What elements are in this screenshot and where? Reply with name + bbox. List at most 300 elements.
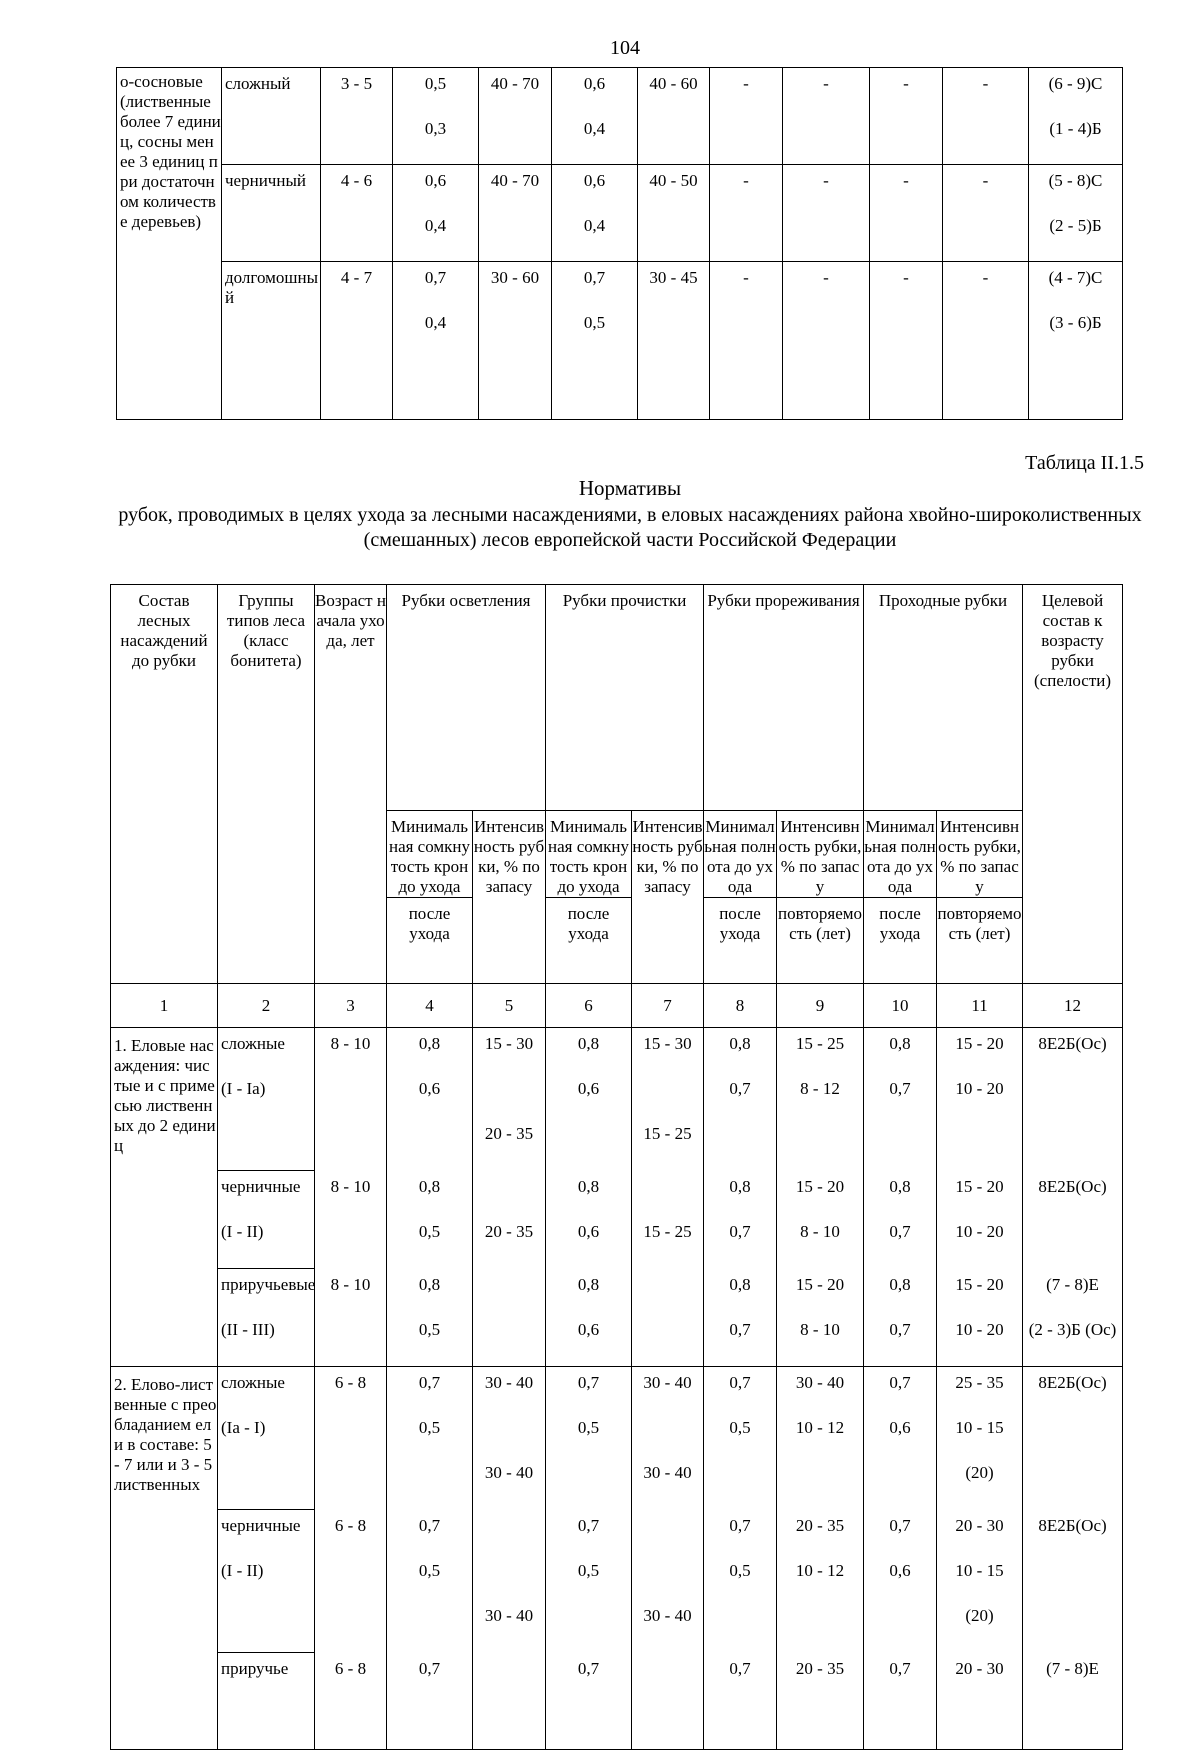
cell-line: [777, 1463, 863, 1508]
cell-line: 8Е2Б(Ос): [1038, 1176, 1107, 1196]
cell-line: [704, 1606, 776, 1651]
cell-line: [1023, 1124, 1122, 1169]
cell-line: 10 - 15: [955, 1560, 1004, 1580]
cell-line: 0,6: [583, 171, 606, 190]
intensity-cell: 40 - 70: [479, 165, 552, 262]
cell-line: (II - III): [221, 1320, 275, 1339]
cell-line: [473, 1516, 545, 1561]
cell-line: 0,5: [577, 1560, 600, 1580]
cell-line: 0,4: [583, 119, 606, 138]
cell-line: 0,5: [577, 1418, 600, 1437]
cell-line: 0,8: [418, 1034, 441, 1053]
cell-line: 0,7: [418, 1373, 441, 1392]
cell-line: 0,7: [729, 1658, 751, 1678]
cell-line: 15 - 20: [955, 1176, 1004, 1196]
cell-line: приручьевые: [221, 1275, 316, 1294]
dash-cell: -: [710, 262, 783, 420]
cell-line: 0,4: [583, 216, 606, 235]
cell-line: 8 - 10: [800, 1221, 840, 1241]
fullness-cell: [704, 1367, 777, 1510]
cell-line: (3 - 6)Б: [1049, 313, 1102, 332]
cell-line: [632, 1561, 703, 1606]
header-intensity: Интенсивность рубки, % по запасу: [632, 811, 704, 984]
target-cell: [1023, 1367, 1123, 1510]
fullness-cell: [864, 1510, 937, 1653]
fullness-cell: [704, 1171, 777, 1269]
cell-line: 0,8: [729, 1176, 751, 1196]
cell-line: [632, 1177, 703, 1222]
density-cell: [552, 262, 638, 420]
intensity-cell: [937, 1171, 1023, 1269]
cell-line: 0,7: [729, 1373, 751, 1392]
age-cell: 4 - 7: [321, 262, 393, 420]
cell-line: [1023, 1418, 1122, 1463]
cell-line: 0,6: [577, 1079, 600, 1098]
density-cell: [387, 1367, 473, 1510]
column-number: 12: [1023, 984, 1123, 1028]
cell-line: 15 - 30: [643, 1034, 692, 1053]
intensity-cell: 30 - 60: [479, 262, 552, 420]
intensity-cell: [777, 1367, 864, 1510]
header-osvetlenie: Рубки осветления: [387, 585, 546, 811]
table-label: Таблица II.1.5: [1025, 452, 1144, 474]
forest-type-cell: сложный: [222, 68, 321, 165]
age-cell: 8 - 10: [315, 1028, 387, 1171]
fullness-cell: [864, 1171, 937, 1269]
intensity-cell: [937, 1367, 1023, 1510]
header-start-age: Возраст начала ухода, лет: [315, 585, 387, 984]
dash-cell: -: [710, 165, 783, 262]
cell-line: 0,6: [577, 1319, 600, 1339]
intensity-cell: [473, 1367, 546, 1510]
cell-line: [777, 1124, 863, 1169]
dash-cell: -: [710, 68, 783, 165]
table-row: [111, 1510, 1123, 1653]
dash-cell: -: [783, 165, 870, 262]
cell-line: [221, 1704, 314, 1749]
header-intensity: Интенсивность рубки, % по запасу: [937, 811, 1023, 898]
fullness-cell: [704, 1510, 777, 1653]
header-min-fullness: Минимальная полнота до ухода: [864, 811, 937, 898]
column-number: 4: [387, 984, 473, 1028]
density-cell: [552, 165, 638, 262]
cell-line: 20 - 35: [484, 1221, 534, 1241]
target-cell: [1023, 1653, 1123, 1750]
column-number: 2: [218, 984, 315, 1028]
cell-line: черничные: [221, 1177, 301, 1196]
column-number: 9: [777, 984, 864, 1028]
cell-line: [632, 1659, 703, 1704]
dash-cell: -: [783, 68, 870, 165]
cell-line: [473, 1418, 545, 1463]
cell-line: [937, 1124, 1022, 1169]
continuation-table: [116, 67, 1123, 420]
cell-line: 0,5: [424, 74, 447, 93]
cell-line: 20 - 35: [484, 1124, 534, 1143]
density-cell: [546, 1510, 632, 1653]
header-composition: Состав лесных насаждений до рубки: [111, 585, 218, 984]
cell-line: 15 - 25: [643, 1124, 692, 1143]
cell-line: [387, 1124, 472, 1169]
density-cell: [387, 1028, 473, 1171]
header-after-care: после ухода: [387, 898, 473, 984]
cell-line: [632, 1079, 703, 1124]
forest-type-cell: [218, 1510, 315, 1653]
column-number: 6: [546, 984, 632, 1028]
cell-line: 15 - 25: [643, 1221, 692, 1241]
table-row: [117, 68, 1123, 165]
cell-line: 8 - 12: [800, 1079, 840, 1098]
forest-type-cell: [218, 1028, 315, 1171]
dash-cell: -: [943, 262, 1029, 420]
cell-line: [632, 1320, 703, 1365]
intensity-cell: [632, 1028, 704, 1171]
density-cell: [393, 165, 479, 262]
target-cell: [1023, 1171, 1123, 1269]
intensity-cell: [937, 1269, 1023, 1367]
intensity-cell: [777, 1510, 864, 1653]
dash-cell: -: [943, 68, 1029, 165]
cell-line: 0,7: [577, 1658, 600, 1678]
cell-line: 0,5: [729, 1560, 751, 1580]
intensity-cell: 40 - 50: [638, 165, 710, 262]
header-after-care: после ухода: [704, 898, 777, 984]
cell-line: 15 - 25: [795, 1034, 845, 1053]
cell-line: [632, 1275, 703, 1320]
table-row: [111, 1269, 1123, 1367]
cell-line: 20 - 30: [955, 1515, 1004, 1535]
composition-cell: о-сосновые (лиственные более 7 единиц, сосны менее 3 единиц при достаточном количестве деревьев): [117, 68, 222, 420]
intensity-cell: [473, 1171, 546, 1269]
intensity-cell: [777, 1653, 864, 1750]
cell-line: 10 - 15: [955, 1418, 1004, 1437]
intensity-cell: [632, 1653, 704, 1750]
composition-cell: 2. Елово-лиственные с преобладанием ели в составе: 5 - 7 или и 3 - 5 лиственных: [111, 1367, 218, 1750]
cell-line: 0,5: [583, 313, 606, 332]
cell-line: 0,7: [889, 1658, 911, 1678]
cell-line: 0,7: [729, 1319, 751, 1339]
fullness-cell: [704, 1653, 777, 1750]
cell-line: 0,7: [577, 1515, 600, 1535]
cell-line: (2 - 3)Б (Ос): [1028, 1319, 1117, 1339]
intensity-cell: [473, 1653, 546, 1750]
header-prochistka: Рубки прочистки: [546, 585, 704, 811]
density-cell: [387, 1171, 473, 1269]
intensity-cell: [937, 1028, 1023, 1171]
target-cell: [1023, 1028, 1123, 1171]
cell-line: [387, 1606, 472, 1651]
density-cell: [387, 1653, 473, 1750]
cell-line: 15 - 30: [484, 1034, 534, 1053]
main-table: [110, 584, 1123, 1750]
density-cell: [387, 1269, 473, 1367]
intensity-cell: [473, 1510, 546, 1653]
cell-line: (I - II): [221, 1561, 264, 1580]
density-cell: [393, 262, 479, 420]
density-cell: [546, 1269, 632, 1367]
fullness-cell: [864, 1653, 937, 1750]
column-number: 11: [937, 984, 1023, 1028]
header-prohodnye: Проходные рубки: [864, 585, 1023, 811]
cell-line: 0,7: [418, 1515, 441, 1535]
density-cell: [546, 1367, 632, 1510]
cell-line: 0,7: [889, 1221, 911, 1241]
cell-line: 8Е2Б(Ос): [1038, 1373, 1107, 1392]
cell-line: 0,7: [889, 1319, 911, 1339]
cell-line: (I - II): [221, 1222, 264, 1241]
cell-line: 0,8: [577, 1176, 600, 1196]
cell-line: 20 - 35: [795, 1658, 845, 1678]
age-cell: 6 - 8: [315, 1367, 387, 1510]
fullness-cell: [864, 1367, 937, 1510]
cell-line: (1 - 4)Б: [1049, 119, 1102, 138]
density-cell: [393, 68, 479, 165]
intensity-cell: [937, 1653, 1023, 1750]
fullness-cell: [704, 1028, 777, 1171]
cell-line: 0,8: [889, 1034, 911, 1053]
cell-line: 0,7: [583, 268, 606, 287]
cell-line: [546, 1463, 631, 1508]
cell-line: (4 - 7)С: [1048, 268, 1103, 287]
cell-line: [473, 1079, 545, 1124]
table-row: [111, 1171, 1123, 1269]
forest-type-cell: [218, 1653, 315, 1750]
fullness-cell: [864, 1028, 937, 1171]
page-number: 104: [610, 37, 640, 59]
cell-line: (6 - 9)С: [1048, 74, 1103, 93]
table-row: [117, 165, 1123, 262]
cell-line: 0,6: [889, 1560, 911, 1580]
header-repeat: повторяемость (лет): [937, 898, 1023, 984]
intensity-cell: [632, 1367, 704, 1510]
table-row: [111, 1028, 1123, 1171]
cell-line: 0,5: [729, 1418, 751, 1437]
cell-line: [704, 1124, 776, 1169]
header-prorezhivanie: Рубки прореживания: [704, 585, 864, 811]
cell-line: 30 - 40: [484, 1463, 534, 1482]
dash-cell: -: [870, 165, 943, 262]
cell-line: 10 - 12: [795, 1560, 845, 1580]
cell-line: (5 - 8)С: [1048, 171, 1103, 190]
cell-line: 0,8: [418, 1176, 441, 1196]
composition-cell: 1. Еловые насаждения: чистые и с примесью лиственных до 2 единиц: [111, 1028, 218, 1367]
cell-line: (2 - 5)Б: [1049, 216, 1102, 235]
cell-line: 0,6: [424, 171, 447, 190]
cell-line: 15 - 20: [955, 1034, 1004, 1053]
target-cell: [1029, 165, 1123, 262]
age-cell: 8 - 10: [315, 1269, 387, 1367]
fullness-cell: [704, 1269, 777, 1367]
cell-line: [473, 1320, 545, 1365]
intensity-cell: [777, 1171, 864, 1269]
cell-line: (20): [965, 1463, 994, 1482]
cell-line: 30 - 40: [484, 1373, 534, 1392]
dash-cell: -: [943, 165, 1029, 262]
header-after-care: после ухода: [864, 898, 937, 984]
header-intensity: Интенсивность рубки, % по запасу: [777, 811, 864, 898]
table-subtitle: рубок, проводимых в целях ухода за лесными насаждениями, в еловых насаждениях района хвойно-широколиственных (смешанных) лесов европейской части Российской Федерации: [118, 504, 1142, 551]
cell-line: [1023, 1561, 1122, 1606]
intensity-cell: [632, 1269, 704, 1367]
cell-line: сложные: [221, 1034, 285, 1053]
fullness-cell: [864, 1269, 937, 1367]
intensity-cell: 40 - 70: [479, 68, 552, 165]
cell-line: 0,8: [577, 1274, 600, 1294]
age-cell: 8 - 10: [315, 1171, 387, 1269]
cell-line: [777, 1606, 863, 1651]
header-min-fullness: Минимальная полнота до ухода: [704, 811, 777, 898]
intensity-cell: [937, 1510, 1023, 1653]
header-forest-types: Группы типов леса (класс бонитета): [218, 585, 315, 984]
intensity-cell: [632, 1171, 704, 1269]
cell-line: 0,5: [418, 1221, 441, 1241]
column-number: 1: [111, 984, 218, 1028]
column-number-row: [111, 984, 1123, 1028]
intensity-cell: [473, 1028, 546, 1171]
cell-line: [387, 1463, 472, 1508]
cell-line: 0,6: [583, 74, 606, 93]
cell-line: 0,8: [889, 1274, 911, 1294]
cell-line: [473, 1561, 545, 1606]
column-number: 3: [315, 984, 387, 1028]
forest-type-cell: [218, 1269, 315, 1367]
cell-line: 0,3: [424, 119, 447, 138]
cell-line: [864, 1606, 936, 1651]
age-cell: 3 - 5: [321, 68, 393, 165]
density-cell: [546, 1653, 632, 1750]
cell-line: 8Е2Б(Ос): [1038, 1034, 1107, 1053]
target-cell: [1023, 1269, 1123, 1367]
cell-line: 10 - 12: [795, 1418, 845, 1437]
header-target-composition: Целевой состав к возрасту рубки (спелости): [1023, 585, 1123, 984]
cell-line: 0,8: [577, 1034, 600, 1053]
cell-line: 8 - 10: [800, 1319, 840, 1339]
forest-type-cell: [218, 1367, 315, 1510]
table-row: [117, 262, 1123, 420]
intensity-cell: 30 - 45: [638, 262, 710, 420]
target-cell: [1029, 68, 1123, 165]
cell-line: 8Е2Б(Ос): [1038, 1515, 1107, 1535]
dash-cell: -: [783, 262, 870, 420]
column-number: 5: [473, 984, 546, 1028]
dash-cell: -: [870, 68, 943, 165]
cell-line: [632, 1418, 703, 1463]
cell-line: (7 - 8)Е: [1046, 1274, 1099, 1294]
intensity-cell: [473, 1269, 546, 1367]
cell-line: (Ia - I): [221, 1418, 266, 1437]
cell-line: 0,6: [889, 1418, 911, 1437]
density-cell: [552, 68, 638, 165]
density-cell: [546, 1171, 632, 1269]
cell-line: 10 - 20: [955, 1319, 1004, 1339]
cell-line: 10 - 20: [955, 1079, 1004, 1098]
column-number: 7: [632, 984, 704, 1028]
forest-type-cell: [218, 1171, 315, 1269]
cell-line: 15 - 20: [795, 1176, 845, 1196]
cell-line: [1023, 1079, 1122, 1124]
cell-line: 0,4: [424, 216, 447, 235]
intensity-cell: 40 - 60: [638, 68, 710, 165]
intensity-cell: [777, 1269, 864, 1367]
cell-line: [546, 1124, 631, 1169]
cell-line: 20 - 30: [955, 1658, 1004, 1678]
cell-line: 0,7: [424, 268, 447, 287]
cell-line: 0,8: [418, 1274, 441, 1294]
cell-line: сложные: [221, 1373, 285, 1392]
column-number: 8: [704, 984, 777, 1028]
header-intensity: Интенсивность рубки, % по запасу: [473, 811, 546, 984]
cell-line: 30 - 40: [643, 1373, 692, 1392]
cell-line: 30 - 40: [795, 1373, 845, 1392]
forest-type-cell: долгомошный: [222, 262, 321, 420]
cell-line: 30 - 40: [643, 1463, 692, 1482]
cell-line: 25 - 35: [955, 1373, 1004, 1392]
intensity-cell: [777, 1028, 864, 1171]
age-cell: 6 - 8: [315, 1510, 387, 1653]
target-cell: [1023, 1510, 1123, 1653]
cell-line: [473, 1177, 545, 1222]
density-cell: [546, 1028, 632, 1171]
cell-line: 0,5: [418, 1560, 441, 1580]
forest-type-cell: черничный: [222, 165, 321, 262]
cell-line: 0,5: [418, 1418, 441, 1437]
cell-line: [546, 1606, 631, 1651]
cell-line: [704, 1463, 776, 1508]
header-min-density: Минимальная сомкнутость крон до ухода: [546, 811, 632, 898]
cell-line: (I - Ia): [221, 1079, 266, 1098]
cell-line: 0,6: [418, 1079, 441, 1098]
density-cell: [387, 1510, 473, 1653]
cell-line: 0,8: [889, 1176, 911, 1196]
table-title: Нормативы: [578, 476, 682, 500]
cell-line: 30 - 40: [484, 1605, 534, 1625]
intensity-cell: [632, 1510, 704, 1653]
column-number: 10: [864, 984, 937, 1028]
cell-line: 15 - 20: [955, 1274, 1004, 1294]
cell-line: [864, 1124, 936, 1169]
cell-line: 0,7: [729, 1515, 751, 1535]
cell-line: [1023, 1463, 1122, 1508]
cell-line: [1023, 1606, 1122, 1651]
cell-line: 10 - 20: [955, 1221, 1004, 1241]
cell-line: 0,4: [424, 313, 447, 332]
header-after-care: после ухода: [546, 898, 632, 984]
cell-line: 0,7: [729, 1221, 751, 1241]
table-row: [111, 1653, 1123, 1750]
cell-line: 0,8: [729, 1274, 751, 1294]
cell-line: приручье: [221, 1659, 289, 1678]
header-repeat: повторяемость (лет): [777, 898, 864, 984]
cell-line: 0,7: [889, 1373, 911, 1392]
age-cell: 4 - 6: [321, 165, 393, 262]
cell-line: 0,7: [889, 1515, 911, 1535]
cell-line: [632, 1516, 703, 1561]
cell-line: 20 - 35: [795, 1515, 845, 1535]
cell-line: 0,6: [577, 1221, 600, 1241]
cell-line: черничные: [221, 1516, 301, 1535]
age-cell: 6 - 8: [315, 1653, 387, 1750]
header-min-density: Минимальная сомкнутость крон до ухода: [387, 811, 473, 898]
cell-line: [1023, 1222, 1122, 1267]
cell-line: 0,7: [577, 1373, 600, 1392]
cell-line: (20): [965, 1605, 994, 1625]
cell-line: 0,5: [418, 1319, 441, 1339]
cell-line: (7 - 8)Е: [1046, 1658, 1099, 1678]
cell-line: [473, 1659, 545, 1704]
cell-line: 0,8: [729, 1034, 751, 1053]
cell-line: 0,7: [729, 1079, 751, 1098]
table-row: [111, 1367, 1123, 1510]
